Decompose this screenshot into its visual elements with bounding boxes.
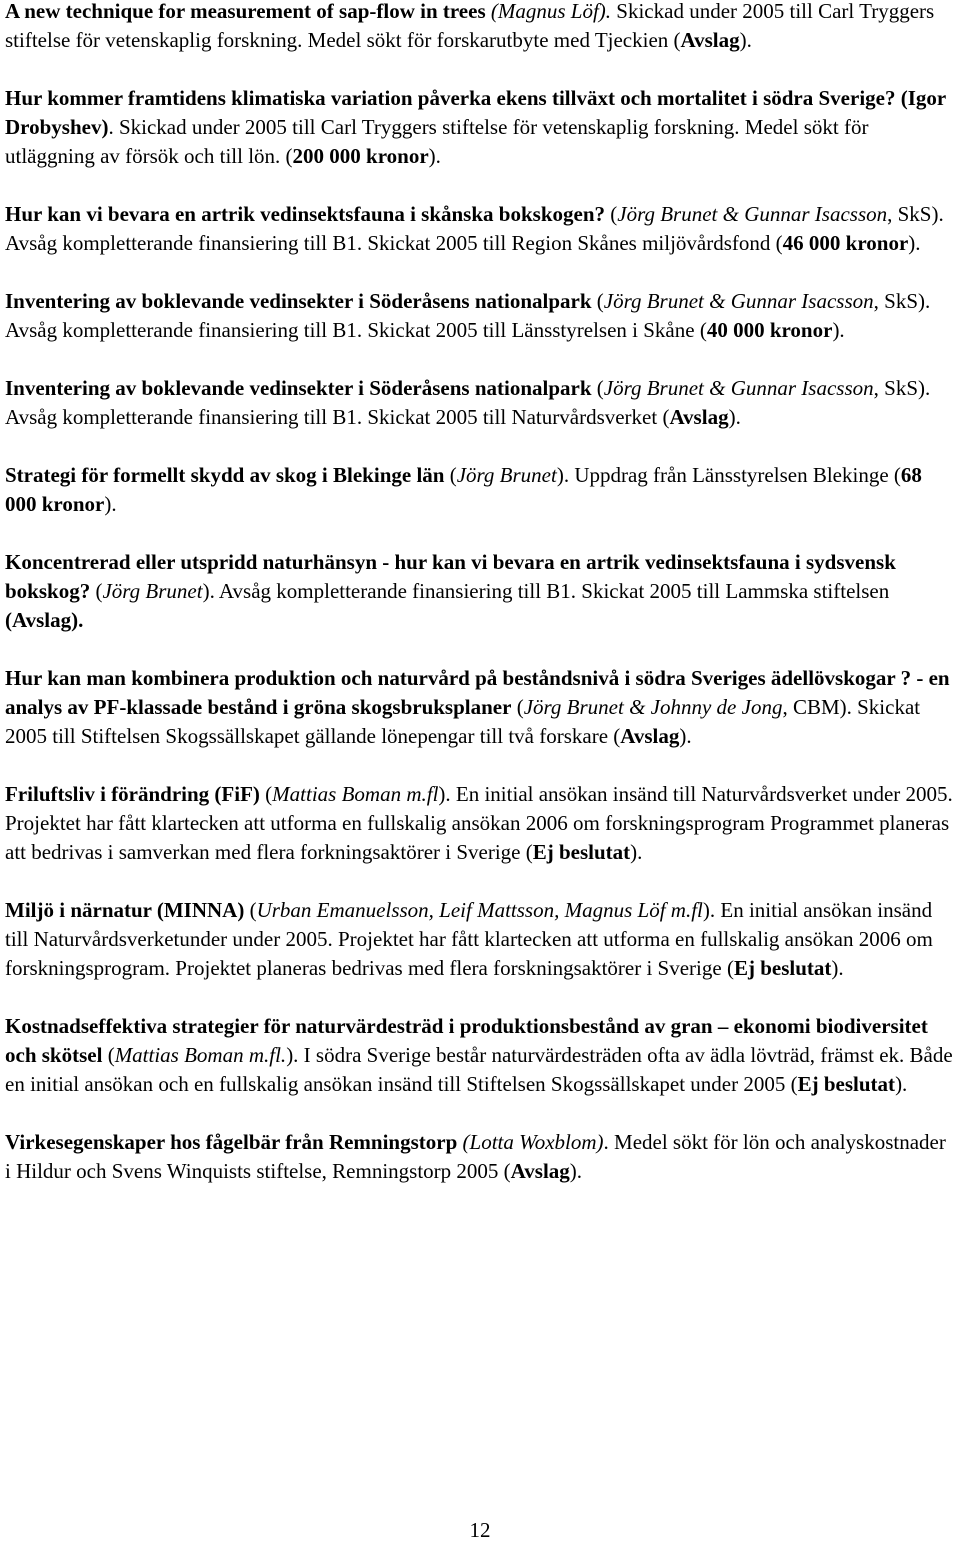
entry-status: Avslag <box>620 724 680 748</box>
entry-title: Hur kan man kombinera produktion och naturvård på beståndsnivå i södra Sveriges ädellövskogar ? - en analys av PF-klassade bestånd i gröna skogsbruksplaner <box>5 666 950 719</box>
entry-authors: Mattias Boman m.fl. <box>114 1043 287 1067</box>
entry-status: Avslag <box>680 28 740 52</box>
entry-text: . Medel sökt för lön och analyskostnader i Hildur och Svens Winquists stiftelse, Remningstorp 2005 ( <box>5 1130 946 1183</box>
entry-authors: (Magnus Löf). <box>490 0 612 23</box>
entry-status: 68 000 kronor <box>5 463 922 516</box>
entry-text: , SkS). Avsåg kompletterande finansiering till B1. Skickat 2005 till Naturvårdsverket ( <box>5 376 931 429</box>
entry-text: ). Avsåg kompletterande finansiering till B1. Skickat 2005 till Lammska stiftelsen <box>202 579 890 603</box>
entry-authors: (Lotta Woxblom) <box>462 1130 604 1154</box>
entry-ek-klimat: Hur kommer framtidens klimatiska variation påverka ekens tillväxt och mortalitet i södra Sverige? (Igor Drobyshev). Skickad under 2005 till Carl Tryggers stiftelse för vetenskaplig forskning. Medel sökt för utläggning av försök och till lön. (200 000 kronor). <box>5 86 946 168</box>
entry-sap-flow: A new technique for measurement of sap-flow in trees (Magnus Löf). Skickad under 2005 till Carl Tryggers stiftelse för vetenskaplig forskning. Medel sökt för forskarutbyte med Tjeckien (Avslag). <box>5 0 935 52</box>
entry-title: Friluftsliv i förändring (FiF) <box>5 782 260 806</box>
entry-status: Ej beslutat <box>733 956 832 980</box>
entry-status: 46 000 kronor <box>782 231 909 255</box>
entry-text: , CBM). Skickat 2005 till Stiftelsen Skogssällskapet gällande lönepengar till två forskare ( <box>5 695 921 748</box>
entry-text: ). En initial ansökan insänd till Naturvårdsverket under 2005. Projektet har fått klartecken att utforma en fullskalig ansökan 2006 om forskningsprogram Programmet planeras att bedrivas i samverkan med flera forkningsaktörer i Sverige ( <box>5 782 953 864</box>
entry-soderasen-naturvardsverket: Inventering av boklevande vedinsekter i Söderåsens nationalpark (Jörg Brunet & Gunnar Isacsson, SkS). Avsåg kompletterande finansiering till B1. Skickat 2005 till Naturvårdsverket (Avslag). <box>5 376 931 429</box>
entry-fagelbar: Virkesegenskaper hos fågelbär från Remningstorp (Lotta Woxblom). Medel sökt för lön och analyskostnader i Hildur och Svens Winquists stiftelse, Remningstorp 2005 (Avslag). <box>5 1130 946 1183</box>
entry-vedinsektsfauna-skane: Hur kan vi bevara en artrik vedinsektsfauna i skånska bokskogen? (Jörg Brunet & Gunnar Isacsson, SkS). Avsåg kompletterande finansiering till B1. Skickat 2005 till Region Skånes miljövårdsfond (46 000 kronor). <box>5 202 944 255</box>
entry-text: . Skickad under 2005 till Carl Tryggers stiftelse för vetenskaplig forskning. Medel sökt för utläggning av försök och till lön. ( <box>5 115 869 168</box>
entry-authors: Urban Emanuelsson, Leif Mattsson, Magnus Löf m.fl <box>256 898 703 922</box>
entry-adellovskogar: Hur kan man kombinera produktion och naturvård på beståndsnivå i södra Sveriges ädellövskogar ? - en analys av PF-klassade bestånd i gröna skogsbruksplaner (Jörg Brunet & Johnny de Jong, CBM). Skickat 2005 till Stiftelsen Skogssällskapet gällande lönepengar till två forskare (Avslag). <box>5 666 950 748</box>
page-number: 12 <box>469 1518 491 1542</box>
entry-blekinge: Strategi för formellt skydd av skog i Blekinge län (Jörg Brunet). Uppdrag från Länsstyrelsen Blekinge (68 000 kronor). <box>5 463 922 516</box>
entry-title: Hur kommer framtidens klimatiska variation påverka ekens tillväxt och mortalitet i södra Sverige? (Igor Drobyshev) <box>5 86 946 139</box>
entry-status: 200 000 kronor <box>292 144 429 168</box>
entry-title: A new technique for measurement of sap-flow in trees <box>5 0 486 23</box>
entry-text: ). En initial ansökan insänd till Naturvårdsverketunder under 2005. Projektet har fått klartecken att utforma en fullskalig ansökan 2006 om forskningsprogram. Projektet planeras bedrivas med flera forskningsaktörer i Sverige ( <box>5 898 933 980</box>
entry-authors: Jörg Brunet & Gunnar Isacsson <box>603 376 874 400</box>
entry-title: Inventering av boklevande vedinsekter i Söderåsens nationalpark <box>5 289 592 313</box>
entry-status: Avslag <box>510 1159 570 1183</box>
entry-text: , SkS). Avsåg kompletterande finansiering till B1. Skickat 2005 till Region Skånes miljövårdsfond ( <box>5 202 944 255</box>
entry-authors: Mattias Boman m.fl <box>272 782 439 806</box>
entry-status: Ej beslutat <box>532 840 631 864</box>
entry-status: 40 000 kronor <box>706 318 833 342</box>
entry-fif: Friluftsliv i förändring (FiF) (Mattias Boman m.fl). En initial ansökan insänd till Naturvårdsverket under 2005. Projektet har fått klartecken att utforma en fullskalig ansökan 2006 om forskningsprogram Programmet planeras att bedrivas i samverkan med flera forkningsaktörer i Sverige (Ej beslutat). <box>5 782 953 864</box>
entry-status: Avslag <box>669 405 729 429</box>
entry-soderasen-lansstyrelsen: Inventering av boklevande vedinsekter i Söderåsens nationalpark (Jörg Brunet & Gunnar Isacsson, SkS). Avsåg kompletterande finansiering till B1. Skickat 2005 till Länsstyrelsen i Skåne (40 000 kronor). <box>5 289 931 342</box>
entry-text: Skickad under 2005 till Carl Tryggers stiftelse för vetenskaplig forskning. Medel sökt för forskarutbyte med Tjeckien ( <box>5 0 935 52</box>
entry-title: Strategi för formellt skydd av skog i Blekinge län <box>5 463 445 487</box>
entry-naturvardestrad: Kostnadseffektiva strategier för naturvärdesträd i produktionsbestånd av gran – ekonomi biodiversitet och skötsel (Mattias Boman m.fl.). I södra Sverige består naturvärdesträden ofta av ädla lövträd, främst ek. Både en initial ansökan och en fullskalig ansökan insänd till Stiftelsen Skogssällskapet under 2005 (Ej beslutat). <box>5 1014 953 1096</box>
entry-authors: Jörg Brunet <box>102 579 203 603</box>
entry-status: (Avslag). <box>5 608 84 632</box>
entry-title: Kostnadseffektiva strategier för naturvärdesträd i produktionsbestånd av gran – ekonomi biodiversitet och skötsel <box>5 1014 928 1067</box>
entry-authors: Jörg Brunet <box>456 463 557 487</box>
entry-text: ). Uppdrag från Länsstyrelsen Blekinge ( <box>556 463 901 487</box>
entry-authors: Jörg Brunet & Johnny de Jong <box>523 695 783 719</box>
entry-title: Koncentrerad eller utspridd naturhänsyn - hur kan vi bevara en artrik vedinsektsfauna i sydsvensk bokskog? <box>5 550 896 603</box>
entry-authors: Jörg Brunet & Gunnar Isacsson <box>617 202 888 226</box>
entry-title: Virkesegenskaper hos fågelbär från Remningstorp <box>5 1130 458 1154</box>
entry-authors: Jörg Brunet & Gunnar Isacsson <box>603 289 874 313</box>
entry-title: Miljö i närnatur (MINNA) <box>5 898 245 922</box>
entry-status: Ej beslutat <box>797 1072 896 1096</box>
entry-title: Hur kan vi bevara en artrik vedinsektsfauna i skånska bokskogen? <box>5 202 605 226</box>
entry-title: Inventering av boklevande vedinsekter i Söderåsens nationalpark <box>5 376 592 400</box>
entry-naturhansyn: Koncentrerad eller utspridd naturhänsyn - hur kan vi bevara en artrik vedinsektsfauna i sydsvensk bokskog? (Jörg Brunet). Avsåg kompletterande finansiering till B1. Skickat 2005 till Lammska stiftelsen (Avslag). <box>5 550 896 632</box>
entry-text: , SkS). Avsåg kompletterande finansiering till B1. Skickat 2005 till Länsstyrelsen i Skåne ( <box>5 289 931 342</box>
entry-text: ). I södra Sverige består naturvärdesträden ofta av ädla lövträd, främst ek. Både en initial ansökan och en fullskalig ansökan insänd till Stiftelsen Skogssällskapet under 2005 ( <box>5 1043 953 1096</box>
entry-minna: Miljö i närnatur (MINNA) (Urban Emanuelsson, Leif Mattsson, Magnus Löf m.fl). En initial ansökan insänd till Naturvårdsverketunder under 2005. Projektet har fått klartecken att utforma en fullskalig ansökan 2006 om forskningsprogram. Projektet planeras bedrivas med flera forskningsaktörer i Sverige (Ej beslutat). <box>5 898 933 980</box>
document-body <box>5 0 955 1215</box>
